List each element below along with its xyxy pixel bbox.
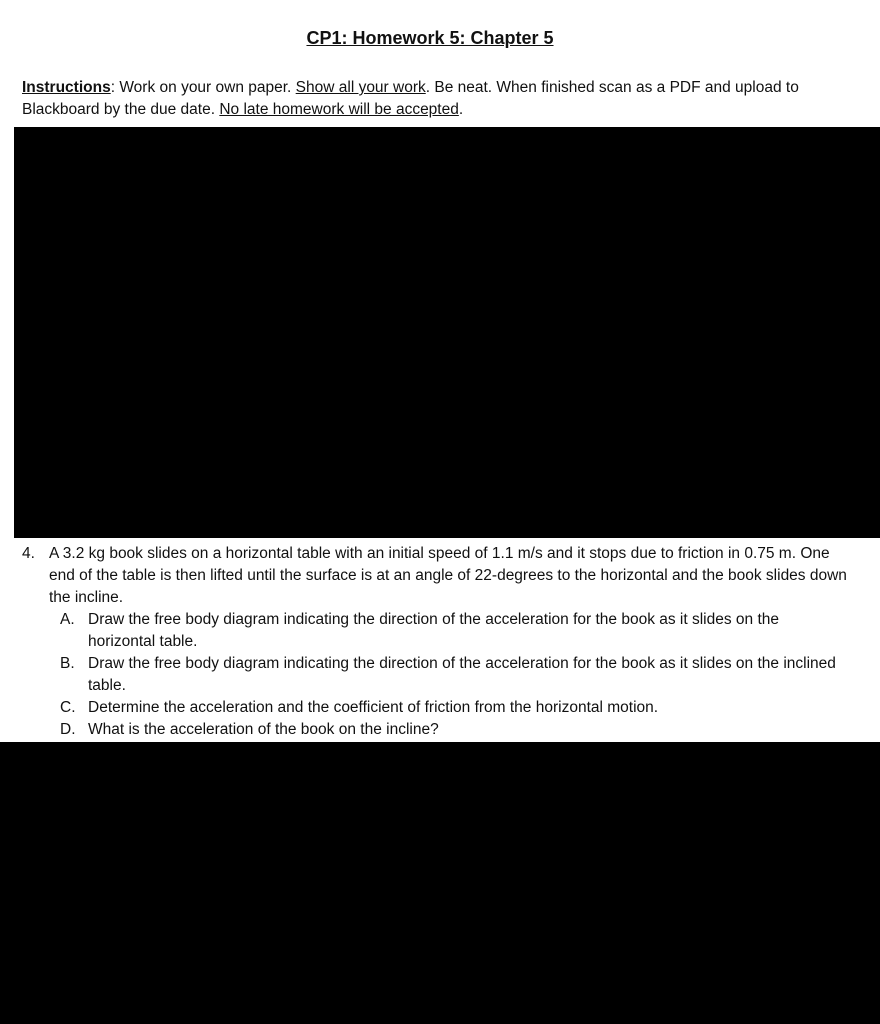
- instructions-colon: :: [110, 79, 120, 96]
- part-letter: C.: [60, 699, 76, 716]
- question-part-c: [60, 697, 840, 719]
- question-number: 4.: [22, 545, 35, 562]
- redacted-block-top: [14, 127, 880, 538]
- instructions-label: Instructions: [22, 79, 111, 96]
- part-text: What is the acceleration of the book on the incline?: [88, 721, 439, 738]
- question-part-a: [60, 609, 840, 653]
- question-part-b: [60, 653, 840, 697]
- no-late-text: No late homework will be accepted: [219, 101, 459, 118]
- part-letter: A.: [60, 611, 75, 628]
- part-text: Draw the free body diagram indicating the direction of the acceleration for the book as it slides on the horizontal table.: [88, 611, 780, 650]
- page-title: CP1: Homework 5: Chapter 5: [306, 28, 554, 48]
- instructions-text-2: . Be neat. When finished scan as a PDF and upload to Blackboard by the due date.: [22, 79, 799, 118]
- part-letter: B.: [60, 655, 75, 672]
- instructions-end: .: [458, 101, 464, 118]
- question-text: A 3.2 kg book slides on a horizontal table with an initial speed of 1.1 m/s and it stops due to friction in 0.75 m. One end of the table is then lifted until the surface is at an angle of 22-degrees to the horizontal and the book slides down the incline.: [49, 545, 847, 606]
- instructions-text-1: Work on your own paper.: [119, 79, 296, 96]
- redacted-block-bottom: [0, 742, 880, 1024]
- instructions-paragraph: [22, 77, 857, 121]
- question-part-d: [60, 719, 840, 741]
- part-text: Draw the free body diagram indicating the direction of the acceleration for the book as it slides on the inclined table.: [88, 655, 836, 694]
- part-text: Determine the acceleration and the coefficient of friction from the horizontal motion.: [88, 699, 659, 716]
- show-work-text: Show all your work: [295, 79, 426, 96]
- part-letter: D.: [60, 721, 76, 738]
